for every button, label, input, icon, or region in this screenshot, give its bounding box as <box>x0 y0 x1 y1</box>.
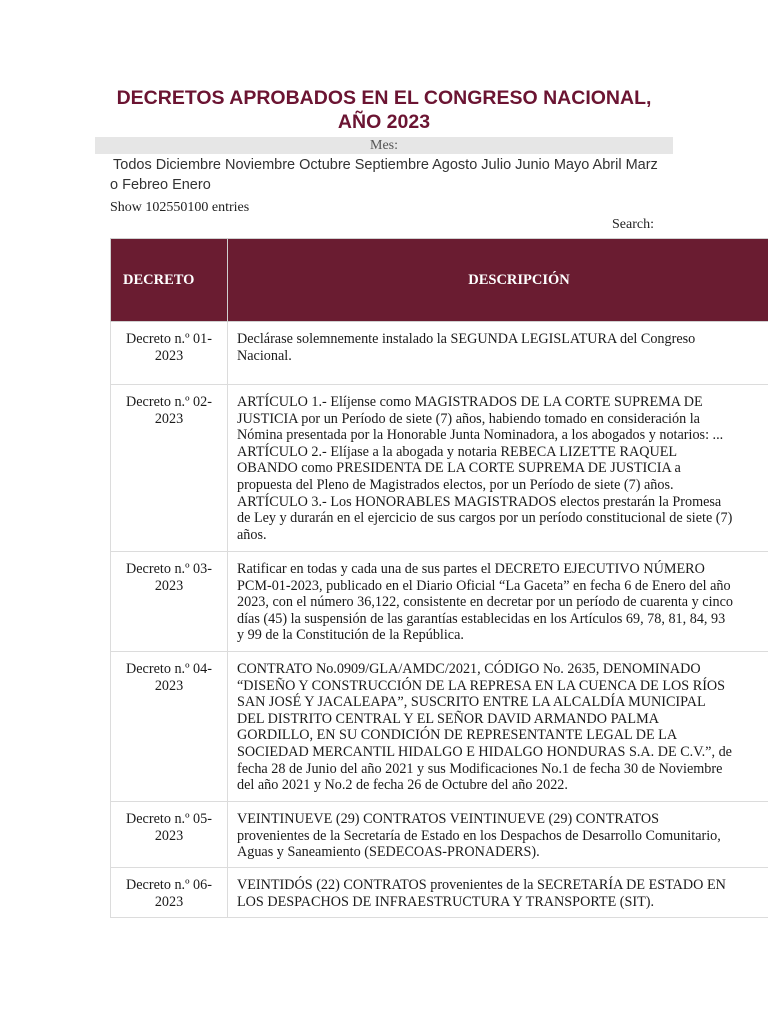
description-line: Aguas y Saneamiento (SEDECOAS-PRONADERS). <box>237 844 540 861</box>
description-line: PCM-01-2023, publicado en el Diario Oficial “La Gaceta” en fecha 6 de Enero del año <box>237 577 731 594</box>
description-line: provenientes de la Secretaría de Estado en los Despachos de Desarrollo Comunitario, <box>237 827 721 844</box>
description-line: ARTÍCULO 3.- Los HONORABLES MAGISTRADOS electos prestarán la Promesa <box>237 493 722 510</box>
decree-number: Decreto n.º 01-2023 <box>111 322 228 385</box>
decree-description <box>228 868 768 918</box>
description-line: SOCIEDAD MERCANTIL HIDALGO E HIDALGO HONDURAS S.A. DE C.V.”, de <box>237 743 732 760</box>
description-line: años. <box>237 526 267 543</box>
decree-description <box>228 322 768 385</box>
table-row <box>111 385 768 552</box>
decree-number: Decreto n.º 05-2023 <box>111 802 228 868</box>
month-filter-options[interactable]: Todos Diciembre Noviembre Octubre Septiembre Agosto Julio Junio Mayo Abril Marzo Febreo Enero <box>110 157 658 193</box>
month-filter-label: Mes: <box>95 137 673 154</box>
table-row <box>111 322 768 385</box>
decree-description <box>228 652 768 802</box>
column-header-decreto[interactable]: DECRETO <box>111 239 228 322</box>
decree-number: Decreto n.º 03-2023 <box>111 552 228 652</box>
description-line: “DISEÑO Y CONSTRUCCIÓN DE LA REPRESA EN LA CUENCA DE LOS RÍOS <box>237 677 726 694</box>
search-label: Search: <box>612 217 654 232</box>
table-row <box>111 802 768 868</box>
description-line: VEINTINUEVE (29) CONTRATOS VEINTINUEVE (29) CONTRATOS <box>237 811 660 827</box>
description-line: de Ley y durarán en el ejercicio de sus cargos por un período constitucional de siete (7) <box>237 510 733 527</box>
table-row <box>111 868 768 918</box>
decree-description <box>228 385 768 552</box>
description-line: ARTÍCULO 1.- Elíjense como MAGISTRADOS DE LA CORTE SUPREMA DE <box>237 394 703 410</box>
description-line: del año 2021 y No.2 de fecha 26 de Octubre del año 2022. <box>237 777 568 794</box>
table-row <box>111 652 768 802</box>
show-entries-selector[interactable]: Show 102550100 entries <box>110 200 250 215</box>
column-header-descripcion[interactable]: DESCRIPCIÓN <box>228 239 768 322</box>
description-line: LOS DESPACHOS DE INFRAESTRUCTURA Y TRANSPORTE (SIT). <box>237 893 655 910</box>
table-header-row <box>111 239 768 322</box>
decrees-table <box>110 238 768 918</box>
description-line: VEINTIDÓS (22) CONTRATOS provenientes de la SECRETARÍA DE ESTADO EN <box>237 877 726 893</box>
description-line: Nómina presentada por la Honorable Junta Nominadora, a los abogados y notarios: ... <box>237 427 724 444</box>
description-line: fecha 28 de Junio del año 2021 y sus Modificaciones No.1 de fecha 30 de Noviembre <box>237 760 723 777</box>
description-line: GORDILLO, EN SU CONDICIÓN DE REPRESENTANTE LEGAL DE LA <box>237 727 678 744</box>
description-line: Declárase solemnemente instalado la SEGUNDA LEGISLATURA del Congreso <box>237 331 696 347</box>
description-line: propuesta del Pleno de Magistrados electos, por un Período de siete (7) años. <box>237 476 674 493</box>
description-line: 2023, con el número 36,122, consistente en decretar por un período de cuarenta y cinco <box>237 594 733 611</box>
description-line: SAN JOSÉ Y JACALEAPA”, SUSCRITO ENTRE LA ALCALDÍA MUNICIPAL <box>237 694 706 711</box>
description-line: DEL DISTRITO CENTRAL Y EL SEÑOR DAVID ARMANDO PALMA <box>237 710 659 727</box>
description-line: días (45) la suspensión de las garantías establecidas en los Artículos 69, 78, 81, 84, 93 <box>237 610 726 627</box>
description-line: JUSTICIA por un Período de siete (7) años, habiendo tomado en consideración la <box>237 410 700 427</box>
description-line: Nacional. <box>237 347 292 364</box>
decree-number: Decreto n.º 06-2023 <box>111 868 228 918</box>
decree-description <box>228 552 768 652</box>
page-title: DECRETOS APROBADOS EN EL CONGRESO NACIONAL, AÑO 2023 <box>116 87 652 133</box>
description-line: y 99 de la Constitución de la República. <box>237 627 464 644</box>
description-line: Ratificar en todas y cada una de sus partes el DECRETO EJECUTIVO NÚMERO <box>237 561 705 577</box>
decree-description <box>228 802 768 868</box>
table-row <box>111 552 768 652</box>
description-line: CONTRATO No.0909/GLA/AMDC/2021, CÓDIGO No. 2635, DENOMINADO <box>237 661 701 677</box>
decree-number: Decreto n.º 04-2023 <box>111 652 228 802</box>
decree-number: Decreto n.º 02-2023 <box>111 385 228 552</box>
description-line: ARTÍCULO 2.- Elíjase a la abogada y notaria REBECA LIZETTE RAQUEL <box>237 443 678 460</box>
description-line: OBANDO como PRESIDENTA DE LA CORTE SUPREMA DE JUSTICIA a <box>237 460 681 477</box>
